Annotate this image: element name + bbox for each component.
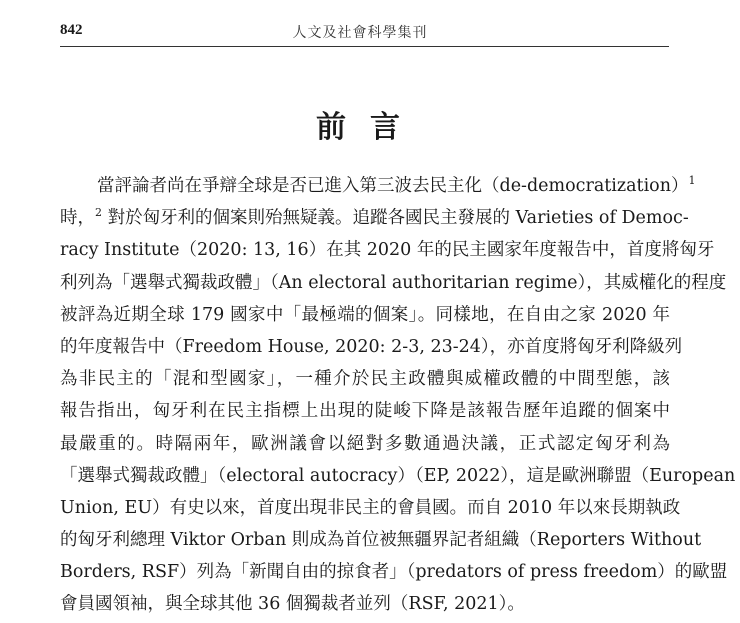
text-line: racy Institute（2020: 13, 16）在其 2020 年的民主國家年度報告中，首度將匈牙: [60, 240, 715, 261]
text-line: 報告指出，匈牙利在民主指標上出現的陡峻下降是該報告歷年追蹤的個案中: [60, 401, 670, 422]
running-header: [60, 20, 669, 47]
page-number: 842: [60, 22, 83, 38]
text-line: Borders, RSF）列為「新聞自由的掠食者」（predators of press freedom）的歐盟: [60, 562, 728, 583]
text-line: 為非民主的「混和型國家」，一種介於民主政體與威權政體的中間型態，該: [60, 369, 670, 390]
text-line: 會員國領袖，與全球其他 36 個獨裁者並列（RSF, 2021）。: [60, 594, 525, 615]
section-title: 前言: [316, 110, 424, 145]
text-line: 最嚴重的。時隔兩年，歐洲議會以絕對多數通過決議，正式認定匈牙利為: [60, 433, 670, 454]
text-line: 被評為近期全球 179 國家中「最極端的個案」。同樣地，在自由之家 2020 年: [60, 304, 670, 325]
journal-title: 人文及社會科學集刊: [292, 25, 428, 41]
text-line: 的匈牙利總理 Viktor Orban 則成為首位被無疆界記者組織（Reporters Without: [60, 530, 702, 551]
body-paragraph: [60, 170, 736, 621]
text-line: 時，$^2$ 對於匈牙利的個案則殆無疑義。追蹤各國民主發展的 Varieties of Democ-: [60, 206, 689, 229]
footnote-marker[interactable]: 2: [95, 206, 102, 220]
footnote-marker[interactable]: 1: [688, 174, 696, 188]
text-line: Union, EU）有史以來，首度出現非民主的會員國。而自 2010 年以來長期執政: [60, 497, 681, 518]
text-line: 當評論者尚在爭辯全球是否已進入第三波去民主化（de-democratization）$^1$: [97, 174, 696, 196]
text-line: 「選舉式獨裁政體」（electoral autocracy）（EP, 2022），這是歐洲聯盟（European: [60, 465, 736, 486]
text-line: 利列為「選舉式獨裁政體」（An electoral authoritarian regime），其威權化的程度: [60, 272, 727, 293]
text-line: 的年度報告中（Freedom House, 2020: 2-3, 23-24），亦首度將匈牙利降級列: [60, 336, 683, 357]
